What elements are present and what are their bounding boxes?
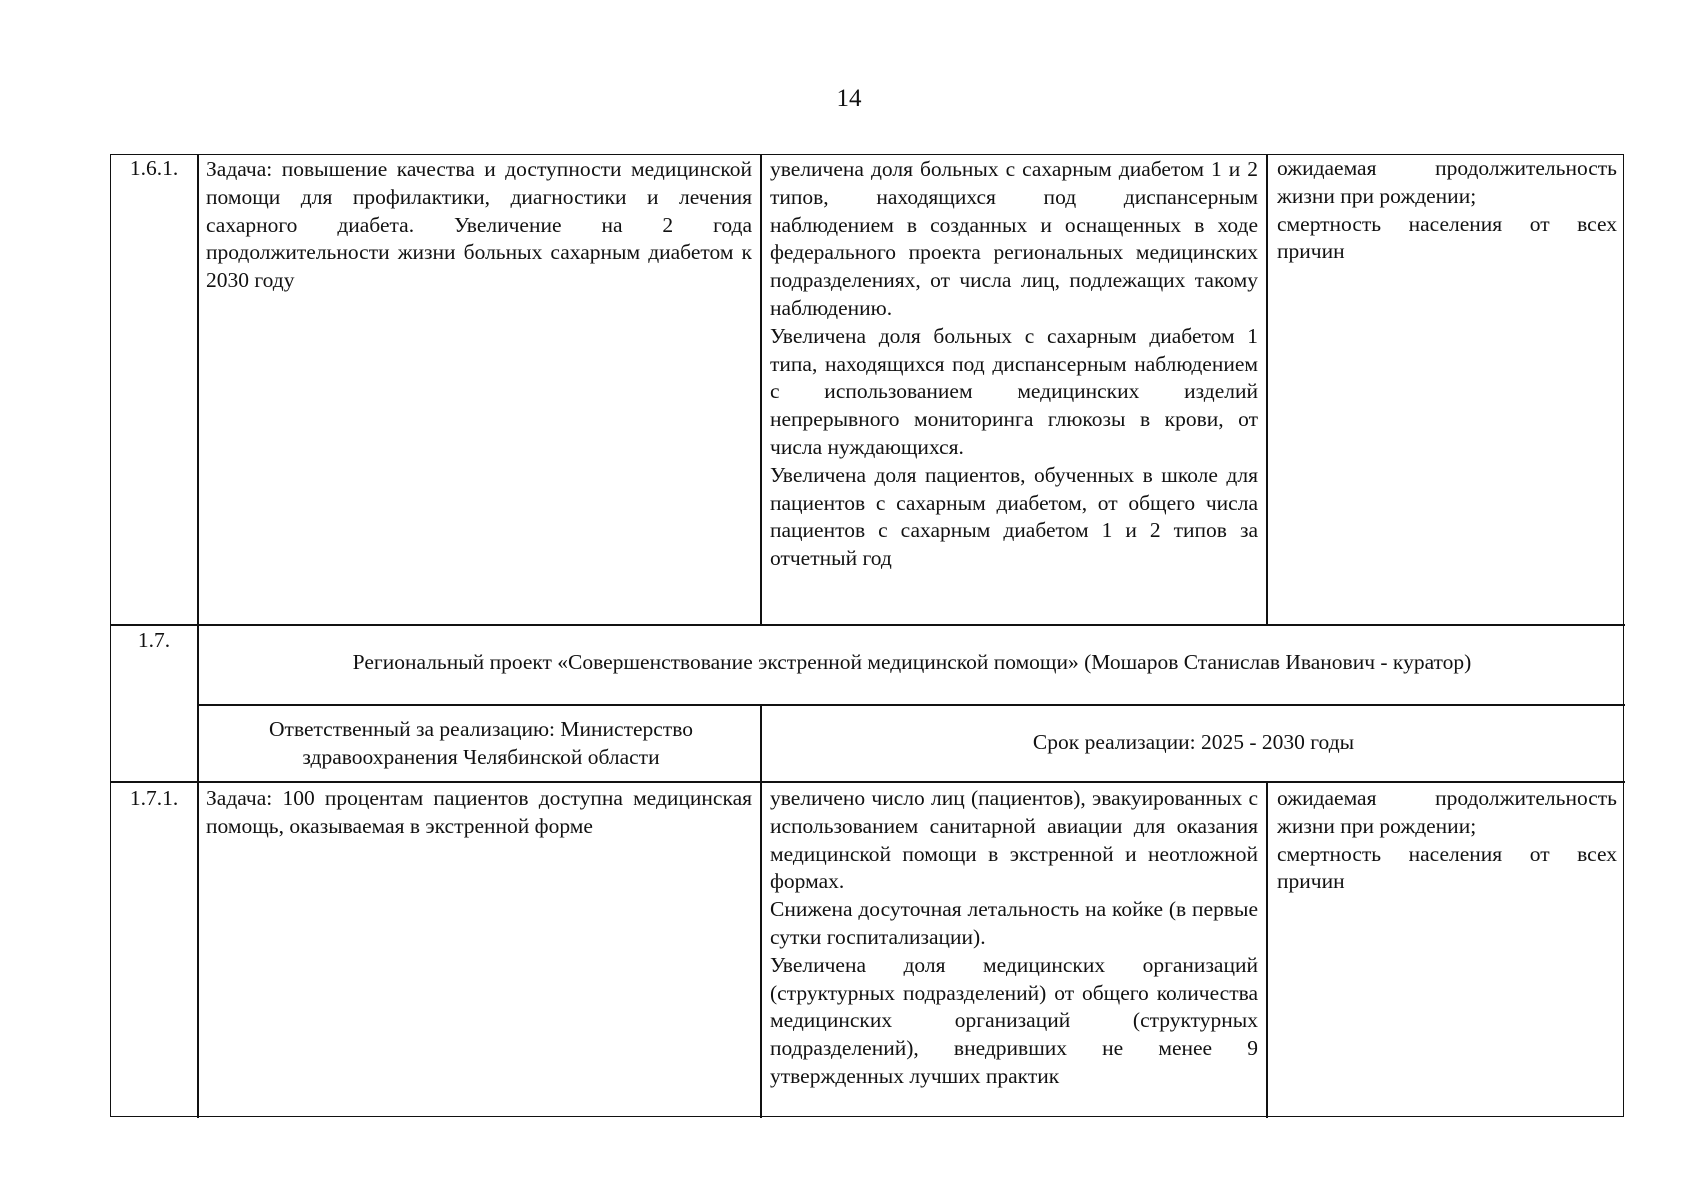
results-1-6-1 [770, 156, 1258, 573]
indicator-1-7-1-a: ожидаемая продолжительность жизни при рождении; [1277, 786, 1617, 838]
result-1-7-1-a: увеличено число лиц (пациентов), эвакуированных с использованием санитарной авиации для оказания медицинской помощи в экстренной и неотложной формах. [770, 786, 1258, 894]
indicators-1-6-1 [1277, 155, 1617, 266]
result-1-6-1-c: Увеличена доля пациентов, обученных в школе для пациентов с сахарным диабетом, от общего числа пациентов с сахарным диабетом 1 и 2 типов за отчетный год [770, 462, 1258, 571]
indicators-1-7-1 [1277, 785, 1617, 896]
indicator-1-6-1-b: смертность населения от всех причин [1277, 211, 1617, 264]
task-1-6-1: Задача: повышение качества и доступности медицинской помощи для профилактики, диагностики и лечения сахарного диабета. Увеличение на 2 года продолжительности жизни больных сахарным диабетом к 2030 году [206, 157, 752, 293]
project-title-1-7: Региональный проект «Совершенствование экстренной медицинской помощи» (Мошаров Станислав Иванович - куратор) [352, 650, 1472, 674]
task-1-7-1: Задача: 100 процентам пациентов доступна медицинская помощь, оказываемая в экстренной форме [206, 786, 752, 838]
result-1-6-1-a: увеличена доля больных с сахарным диабетом 1 и 2 типов, находящихся под диспансерным наблюдением в созданных и оснащенных в ходе федерального проекта региональных медицинских подразделениях, от числа лиц, подлежащих такому наблюдению. [770, 157, 1258, 320]
results-1-7-1 [770, 785, 1258, 1117]
row-number-1-7: 1.7. [137, 628, 171, 652]
row-divider-3 [111, 781, 1625, 783]
indicator-1-7-1-b: смертность населения от всех причин [1277, 841, 1617, 894]
col-divider-1 [197, 155, 199, 1118]
result-1-7-1-b: Снижена досуточная летальность на койке (в первые сутки госпитализации). [770, 897, 1258, 949]
col-divider-2b [760, 705, 762, 1118]
col-divider-3 [1266, 155, 1268, 625]
result-1-7-1-c: Увеличена доля медицинских организаций (структурных подразделений) от общего количества медицинских организаций (структурных подразделений), внедривших не менее 9 утвержденных лучших практик [770, 952, 1258, 1088]
page-number: 14 [836, 85, 862, 112]
document-table [110, 154, 1624, 1117]
row-divider-1 [111, 624, 1625, 626]
col-divider-3b [1266, 782, 1268, 1118]
col-divider-2 [760, 155, 762, 625]
row-divider-2 [197, 704, 1625, 706]
row-number-1-6-1: 1.6.1. [129, 156, 179, 180]
term-1-7: Срок реализации: 2025 - 2030 годы [1032, 730, 1355, 754]
row-number-1-7-1: 1.7.1. [129, 786, 179, 810]
result-1-6-1-b: Увеличена доля больных с сахарным диабетом 1 типа, находящихся под диспансерным наблюдением с использованием медицинских изделий непрерывного мониторинга глюкозы в крови, от числа нуждающихся. [770, 323, 1258, 459]
indicator-1-6-1-a: ожидаемая продолжительность жизни при рождении; [1277, 156, 1617, 208]
responsible-1-7: Ответственный за реализацию: Министерство здравоохранения Челябинской области [269, 717, 693, 769]
